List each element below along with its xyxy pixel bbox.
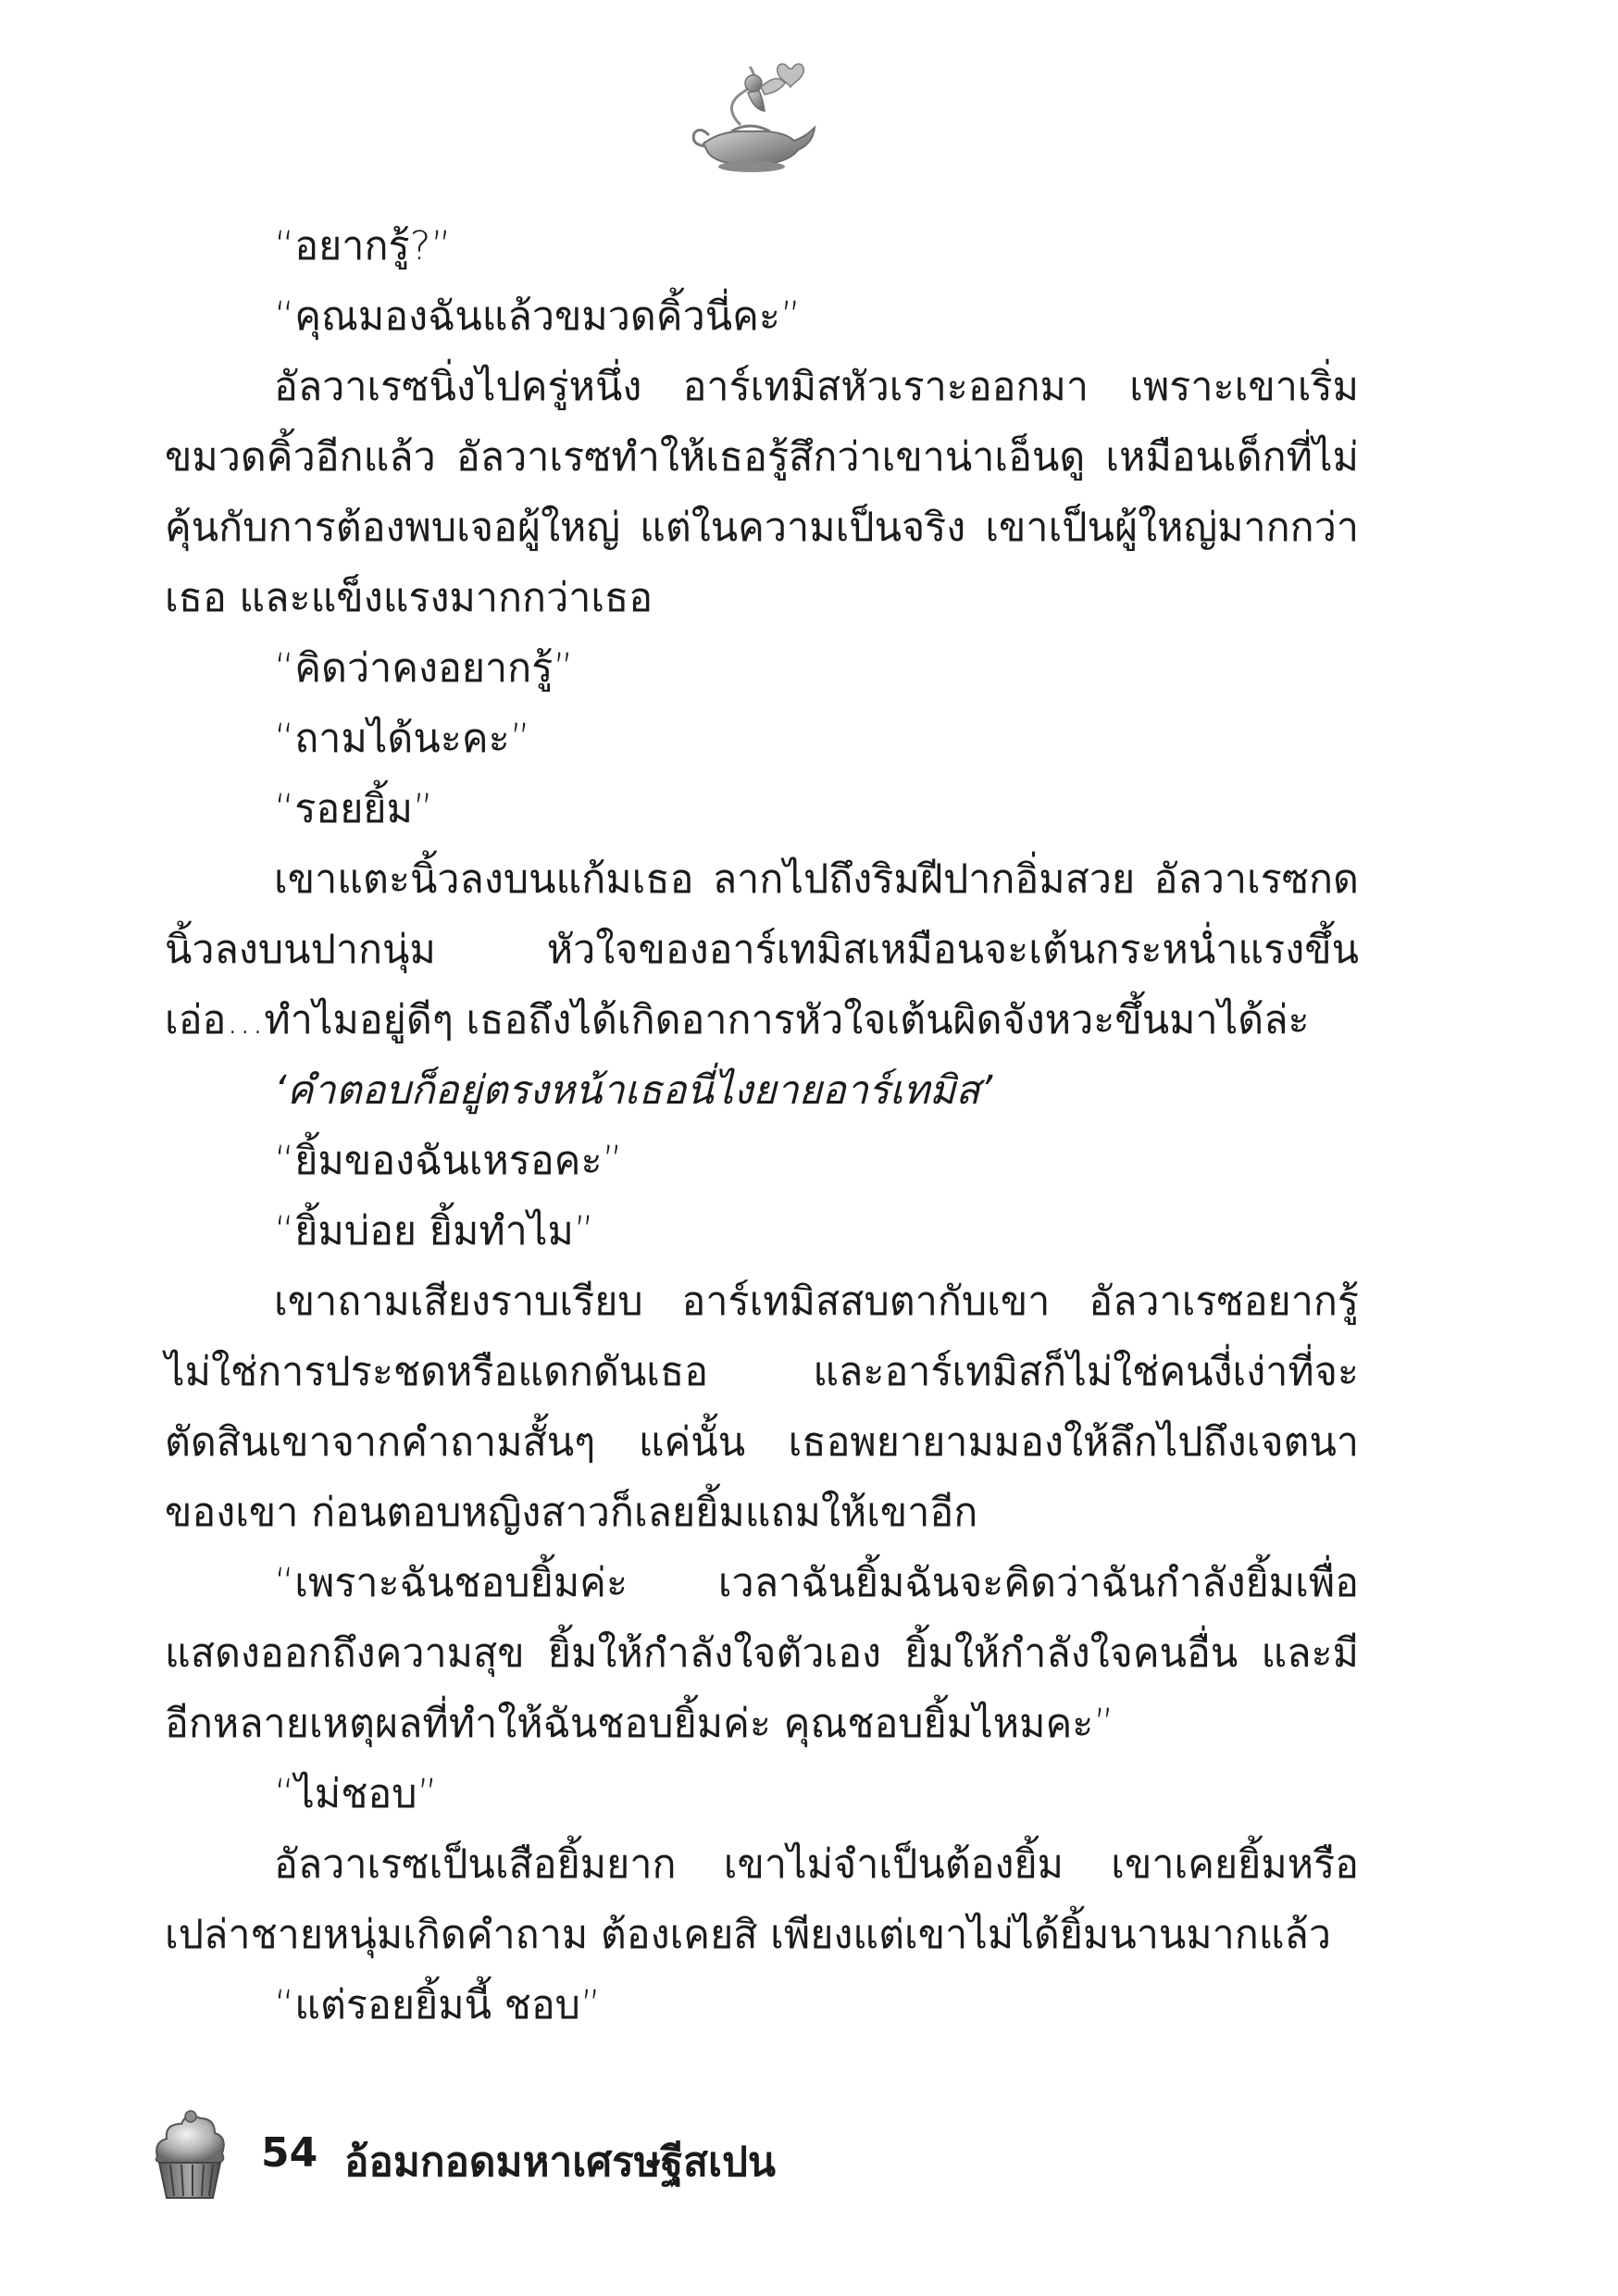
page-footer [148,2102,1259,2203]
dialogue-line: “คิดว่าคงอยากรู้” [274,645,574,692]
dialogue-line: “แต่รอยยิ้มนี้ ชอบ” [274,1982,602,2028]
dialogue-line: ‘คำตอบก็อยู่ตรงหน้าเธอนี่ไงยายอาร์เทมิส’ [274,1067,993,1114]
dialogue-line: “ยิ้มบ่อย ยิ้มทำไม” [274,1208,595,1254]
dialogue-line: “ไม่ชอบ” [274,1771,438,1817]
narrative-paragraph: “เพราะฉันชอบยิ้มค่ะ เวลาฉันยิ้มฉันจะคิดว่าฉันกำลังยิ้มเพื่อแสดงออกถึงความสุข ยิ้มให้กำลังใจตัวเอง ยิ้มให้กำลังใจคนอื่น และมีอีกหลายเหตุผลที่ทำให้ฉันชอบยิ้มค่ะ คุณชอบยิ้มไหมคะ” [165,1560,1359,1747]
dialogue-line: “ถามได้นะคะ” [274,716,530,762]
cupcake-icon [148,2102,231,2203]
page-number: 54 [261,2129,318,2177]
teapot-cupid-ornament-icon [685,56,824,176]
narrative-paragraph: เขาถามเสียงราบเรียบ อาร์เทมิสสบตากับเขา อัลวาเรซอยากรู้ ไม่ใช่การประชดหรือแดกดันเธอ และอาร์เทมิสก็ไม่ใช่คนงี่เง่าที่จะตัดสินเขาจากคำถามสั้นๆ แค่นั้น เธอพยายามมองให้ลึกไปถึงเจตนาของเขา ก่อนตอบหญิงสาวก็เลยยิ้มแถมให้เขาอีก [165,1279,1359,1536]
dialogue-line: “คุณมองฉันแล้วขมวดคิ้วนี่คะ” [274,293,802,340]
book-title: อ้อมกอดมหาเศรษฐีสเปน [344,2139,776,2186]
narrative-paragraph: อัลวาเรซเป็นเสือยิ้มยาก เขาไม่จำเป็นต้องยิ้ม เขาเคยยิ้มหรือเปล่าชายหนุ่มเกิดคำถาม ต้องเคยสิ เพียงแต่เขาไม่ได้ยิ้มนานมากแล้ว [165,1841,1359,1958]
chapter-text [165,211,1359,2040]
dialogue-line: “ยิ้มของฉันเหรอคะ” [274,1138,623,1184]
narrative-paragraph: อัลวาเรซนิ่งไปครู่หนึ่ง อาร์เทมิสหัวเราะออกมา เพราะเขาเริ่มขมวดคิ้วอีกแล้ว อัลวาเรซทำให้เธอรู้สึกว่าเขาน่าเอ็นดู เหมือนเด็กที่ไม่คุ้นกับการต้องพบเจอผู้ใหญ่ แต่ในความเป็นจริง เขาเป็นผู้ใหญ่มากกว่าเธอ และแข็งแรงมากกว่าเธอ [165,364,1359,621]
dialogue-line: “อยากรู้?” [274,223,452,269]
dialogue-line: “รอยยิ้ม” [274,786,434,832]
narrative-paragraph: เขาแตะนิ้วลงบนแก้มเธอ ลากไปถึงริมฝีปากอิ่มสวย อัลวาเรซกดนิ้วลงบนปากนุ่ม หัวใจของอาร์เทมิสเหมือนจะเต้นกระหน่ำแรงขึ้น เอ่อ...ทำไมอยู่ดีๆ เธอถึงได้เกิดอาการหัวใจเต้นผิดจังหวะขึ้นมาได้ล่ะ [165,856,1359,1043]
